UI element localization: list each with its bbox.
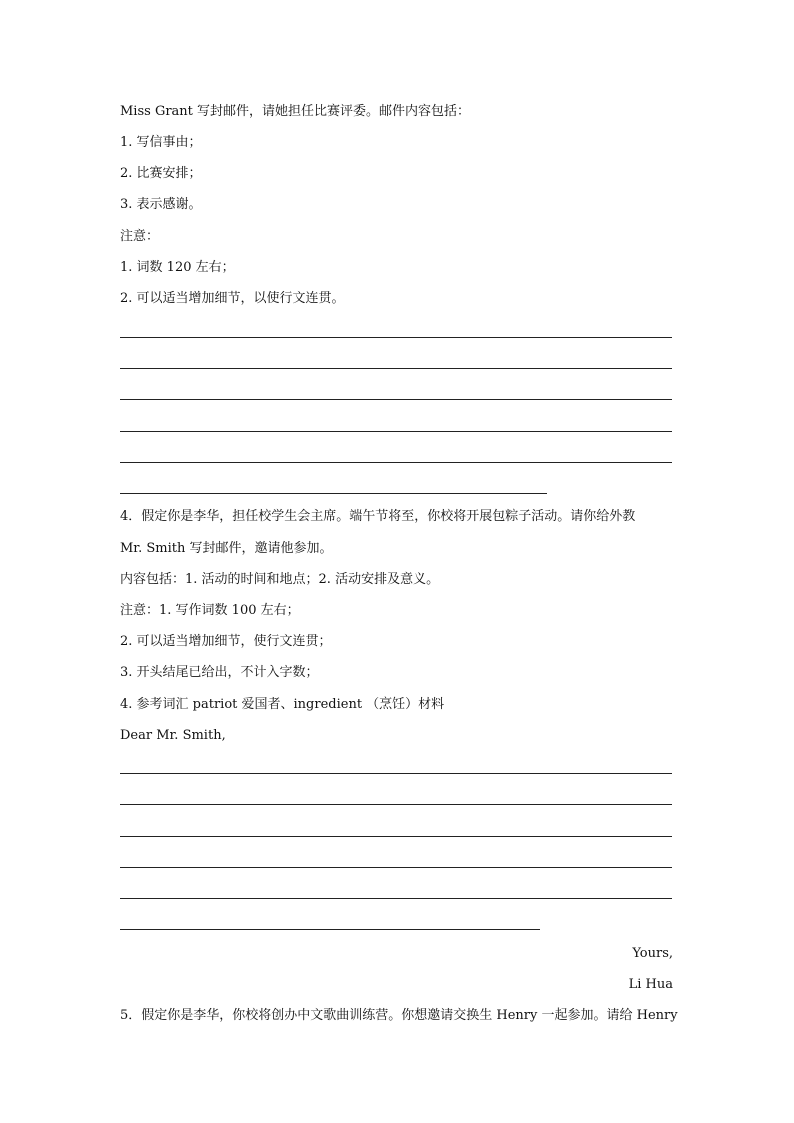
answer-line: [120, 368, 672, 369]
q4-note-4: 4. 参考词汇 patriot 爱国者、ingredient （烹饪）材料: [120, 697, 445, 712]
q4-prompt-line-2: Mr. Smith 写封邮件，邀请他参加。: [120, 541, 333, 556]
answer-line: [120, 836, 672, 837]
q4-salutation: Dear Mr. Smith,: [120, 728, 226, 743]
q4-note-1: 注意：1. 写作词数 100 左右；: [120, 603, 300, 618]
q3-note-label: 注意：: [120, 229, 160, 244]
q4-prompt-line-1: 4．假定你是李华，担任校学生会主席。端午节将至，你校将开展包粽子活动。请你给外教: [120, 509, 636, 524]
q4-closing: Yours,: [632, 946, 673, 961]
answer-line: [120, 431, 672, 432]
q4-note-3: 3. 开头结尾已给出，不计入字数；: [120, 665, 319, 680]
q4-content: 内容包括：1. 活动的时间和地点；2. 活动安排及意义。: [120, 572, 440, 587]
q3-intro: Miss Grant 写封邮件，请她担任比赛评委。邮件内容包括：: [120, 104, 471, 119]
q3-item-1: 1. 写信事由；: [120, 135, 202, 150]
q4-signature: Li Hua: [628, 977, 673, 992]
q3-note-2: 2. 可以适当增加细节，以使行文连贯。: [120, 291, 345, 306]
q4-note-2: 2. 可以适当增加细节，使行文连贯；: [120, 634, 332, 649]
answer-line: [120, 462, 672, 463]
answer-line: [120, 773, 672, 774]
answer-line: [120, 337, 672, 338]
answer-line: [120, 898, 672, 899]
answer-line: [120, 399, 672, 400]
q3-item-3: 3. 表示感谢。: [120, 197, 202, 212]
q5-prompt-line-1: 5．假定你是李华，你校将创办中文歌曲训练营。你想邀请交换生 Henry 一起参加。请给 Henry: [120, 1008, 678, 1023]
answer-line: [120, 493, 547, 494]
answer-line: [120, 804, 672, 805]
answer-line: [120, 867, 672, 868]
q3-item-2: 2. 比赛安排；: [120, 166, 202, 181]
answer-line: [120, 929, 540, 930]
q3-note-1: 1. 词数 120 左右；: [120, 260, 235, 275]
